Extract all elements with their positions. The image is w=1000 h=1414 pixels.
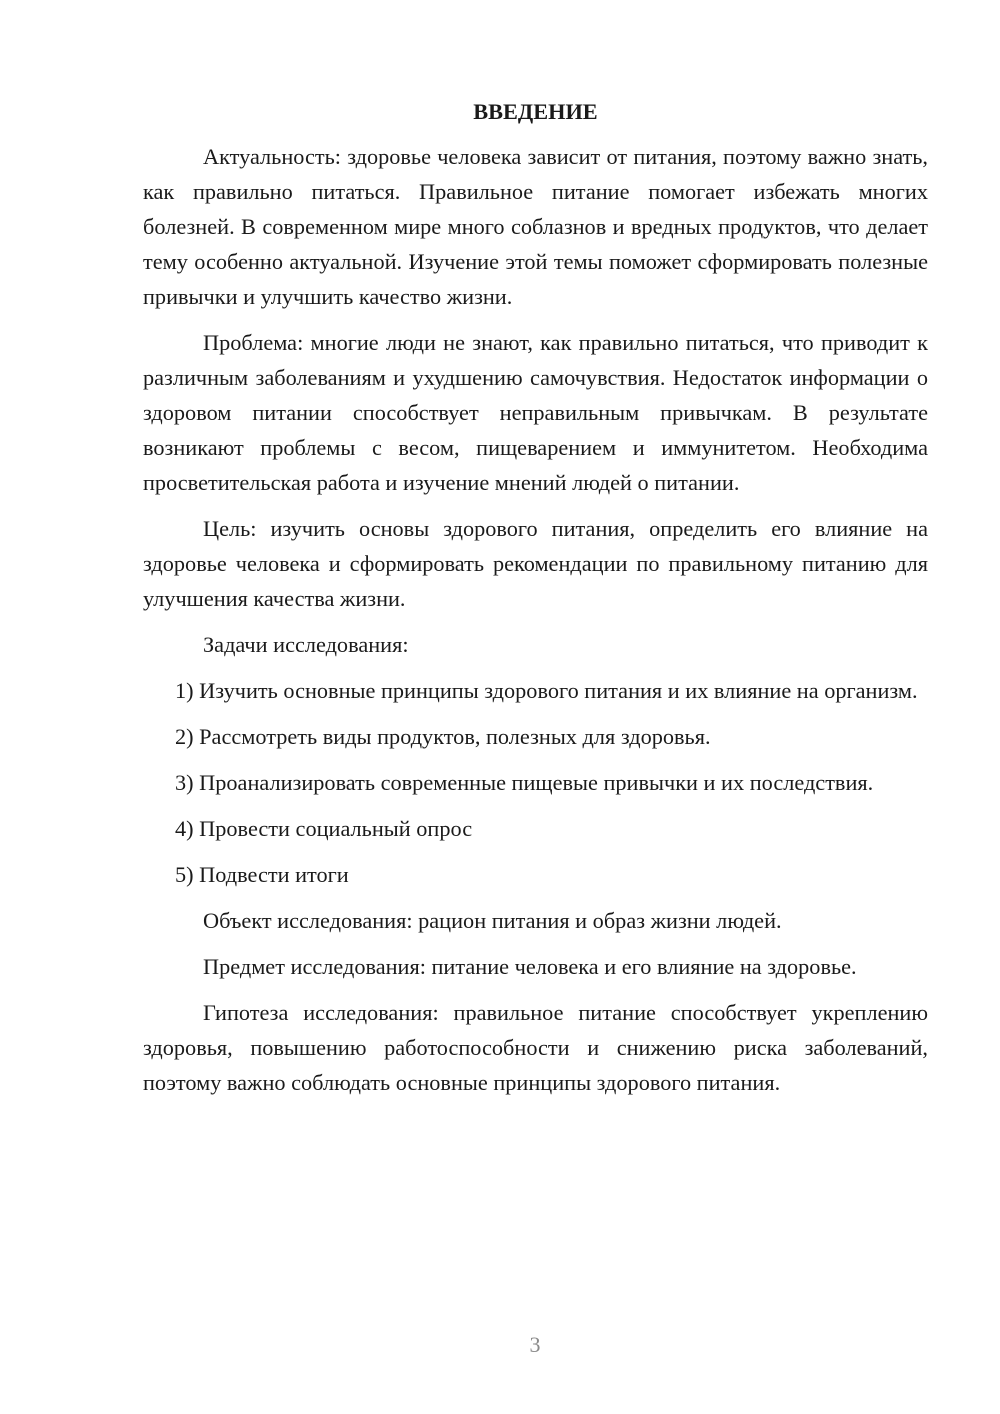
list-item: 1) Изучить основные принципы здорового питания и их влияние на организм. [175, 678, 918, 703]
hypothesis-paragraph: Гипотеза исследования: правильное питание способствует укреплению здоровья, повышению работоспособности и снижению риска заболеваний, поэтому важно соблюдать основные принципы здорового питания. [143, 1000, 928, 1095]
tasks-heading: Задачи исследования: [203, 632, 409, 657]
document-page [143, 94, 928, 1111]
object-paragraph: Объект исследования: рацион питания и образ жизни людей. [203, 908, 782, 933]
tasks-list [143, 673, 928, 892]
goal-paragraph: Цель: изучить основы здорового питания, определить его влияние на здоровье человека и сформировать рекомендации по правильному питанию для улучшения качества жизни. [143, 516, 928, 611]
page-number: 3 [529, 1332, 541, 1357]
list-item: 2) Рассмотреть виды продуктов, полезных для здоровья. [175, 724, 711, 749]
list-item: 3) Проанализировать современные пищевые привычки и их последствия. [175, 770, 874, 795]
subject-paragraph: Предмет исследования: питание человека и его влияние на здоровье. [203, 954, 857, 979]
section-title: ВВЕДЕНИЕ [473, 99, 598, 124]
list-item: 5) Подвести итоги [175, 862, 349, 887]
problem-paragraph: Проблема: многие люди не знают, как правильно питаться, что приводит к различным заболеваниям и ухудшению самочувствия. Недостаток информации о здоровом питании способствует неправильным привычкам. В результате возникают проблемы с весом, пищеварением и иммунитетом. Необходима просветительская работа и изучение мнений людей о питании. [143, 330, 928, 495]
list-item: 4) Провести социальный опрос [175, 816, 473, 841]
relevance-paragraph: Актуальность: здоровье человека зависит от питания, поэтому важно знать, как правильно питаться. Правильное питание помогает избежать многих болезней. В современном мире много соблазнов и вредных продуктов, что делает тему особенно актуальной. Изучение этой темы поможет сформировать полезные привычки и улучшить качество жизни. [143, 144, 928, 309]
